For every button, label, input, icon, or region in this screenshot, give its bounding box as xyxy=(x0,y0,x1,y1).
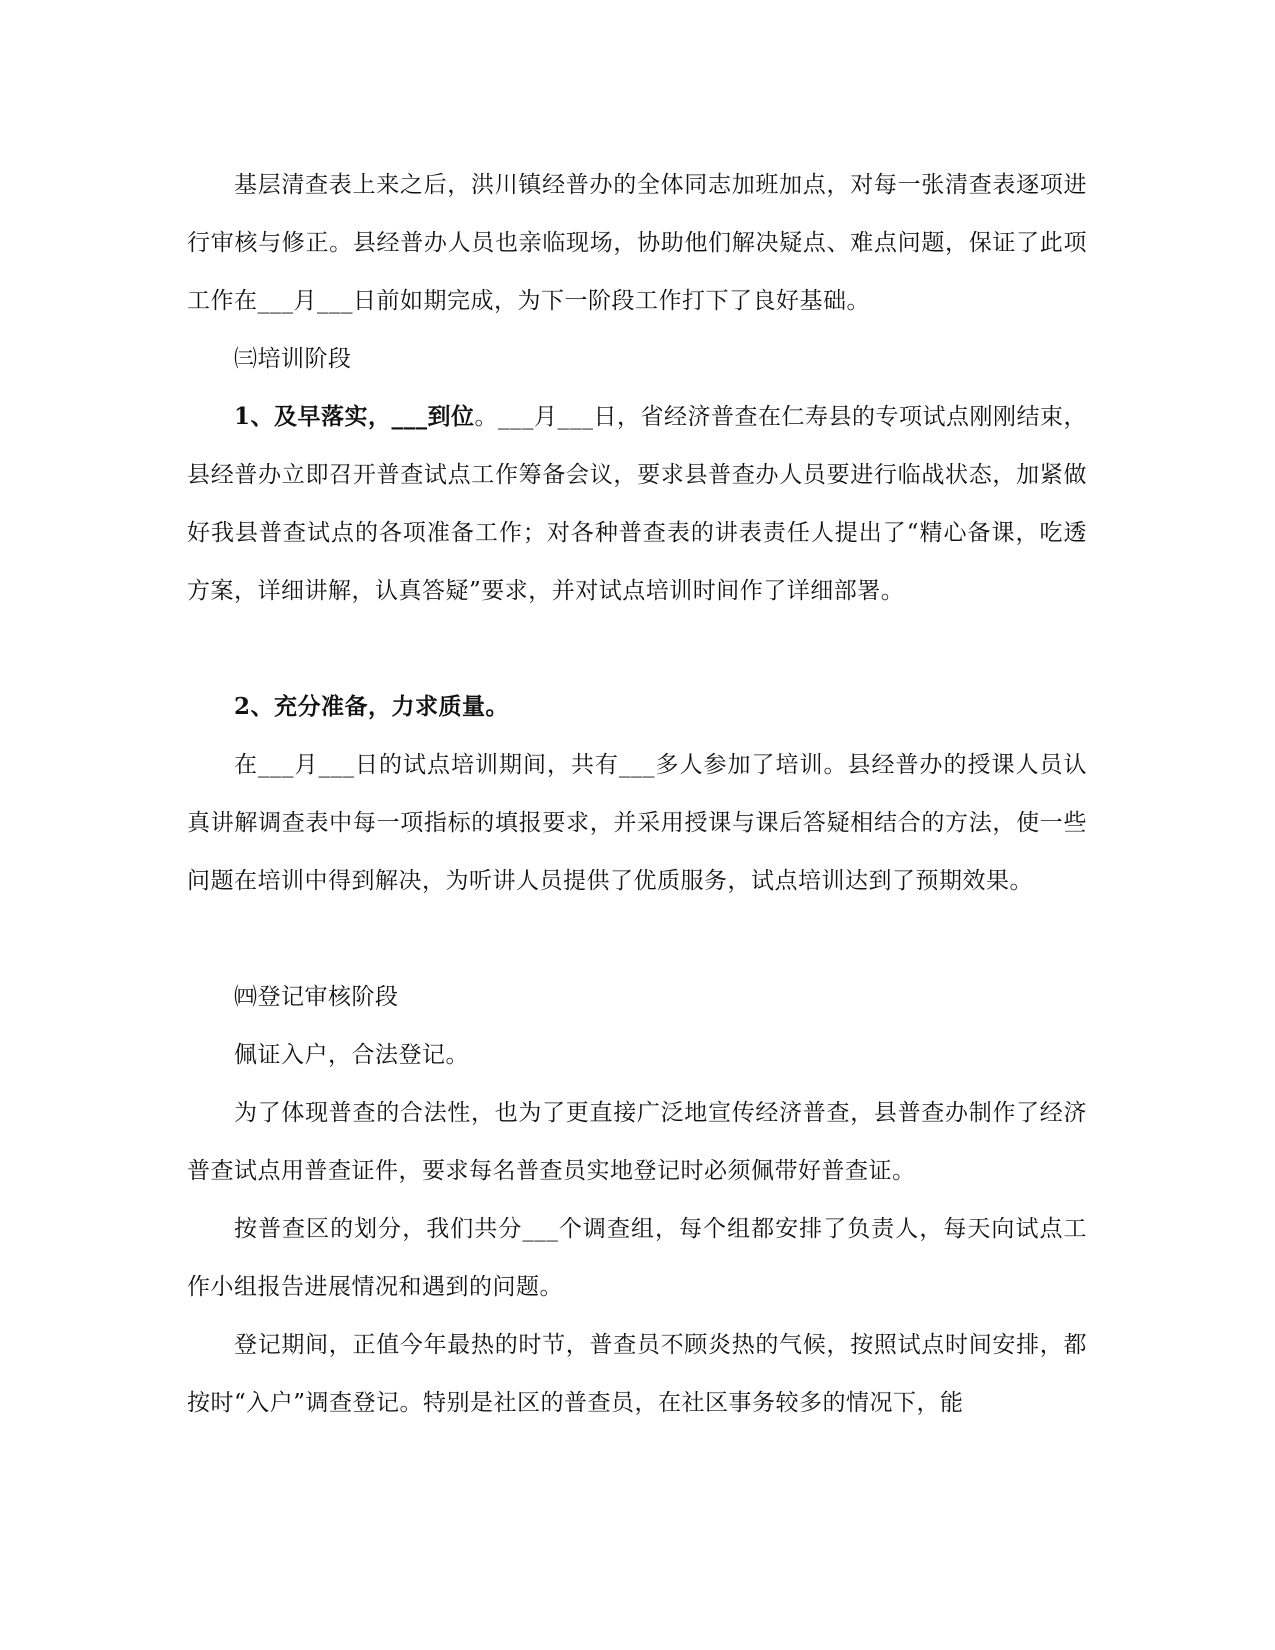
paragraph-early-implementation xyxy=(187,388,1087,620)
subheading-full-preparation: 2、充分准备，力求质量。 xyxy=(234,693,510,720)
paragraph-clearance-review: 基层清查表上来之后，洪川镇经普办的全体同志加班加点，对每一张清查表逐项进行审核与修正。县经普办人员也亲临现场，协助他们解决疑点、难点问题，保证了此项工作在___月___日前如期完成，为下一阶段工作打下了良好基础。 xyxy=(187,172,1087,314)
section-heading-training: ㈢培训阶段 xyxy=(234,346,352,372)
paragraph-survey-groups: 按普查区的划分，我们共分___个调查组，每个组都安排了负责人，每天向试点工作小组报告进展情况和遇到的问题。 xyxy=(187,1216,1087,1300)
section-heading-registration: ㈣登记审核阶段 xyxy=(234,984,399,1010)
paragraph-training-period: 在___月___日的试点培训期间，共有___多人参加了培训。县经普办的授课人员认真讲解调查表中每一项指标的填报要求，并采用授课与课后答疑相结合的方法，使一些问题在培训中得到解决，为听讲人员提供了优质服务，试点培训达到了预期效果。 xyxy=(187,752,1087,894)
paragraph-registration-period: 登记期间，正值今年最热的时节，普查员不顾炎热的气候，按照试点时间安排，都按时“入户”调查登记。特别是社区的普查员，在社区事务较多的情况下，能 xyxy=(187,1332,1087,1416)
paragraph-legality: 为了体现普查的合法性，也为了更直接广泛地宣传经济普查，县普查办制作了经济普查试点用普查证件，要求每名普查员实地登记时必须佩带好普查证。 xyxy=(187,1100,1087,1184)
paragraph-bold-lead: 1、及早落实，___到位 xyxy=(234,403,475,430)
paragraph-body: 。___月___日，省经济普查在仁寿县的专项试点刚刚结束，县经普办立即召开普查试点工作筹备会议，要求县普查办人员要进行临战状态，加紧做好我县普查试点的各项准备工作；对各种普查表的讲表责任人提出了“精心备课，吃透方案，详细讲解，认真答疑”要求，并对试点培训时间作了详细部署。 xyxy=(187,404,1088,604)
paragraph-badge-entry: 佩证入户，合法登记。 xyxy=(234,1042,469,1068)
